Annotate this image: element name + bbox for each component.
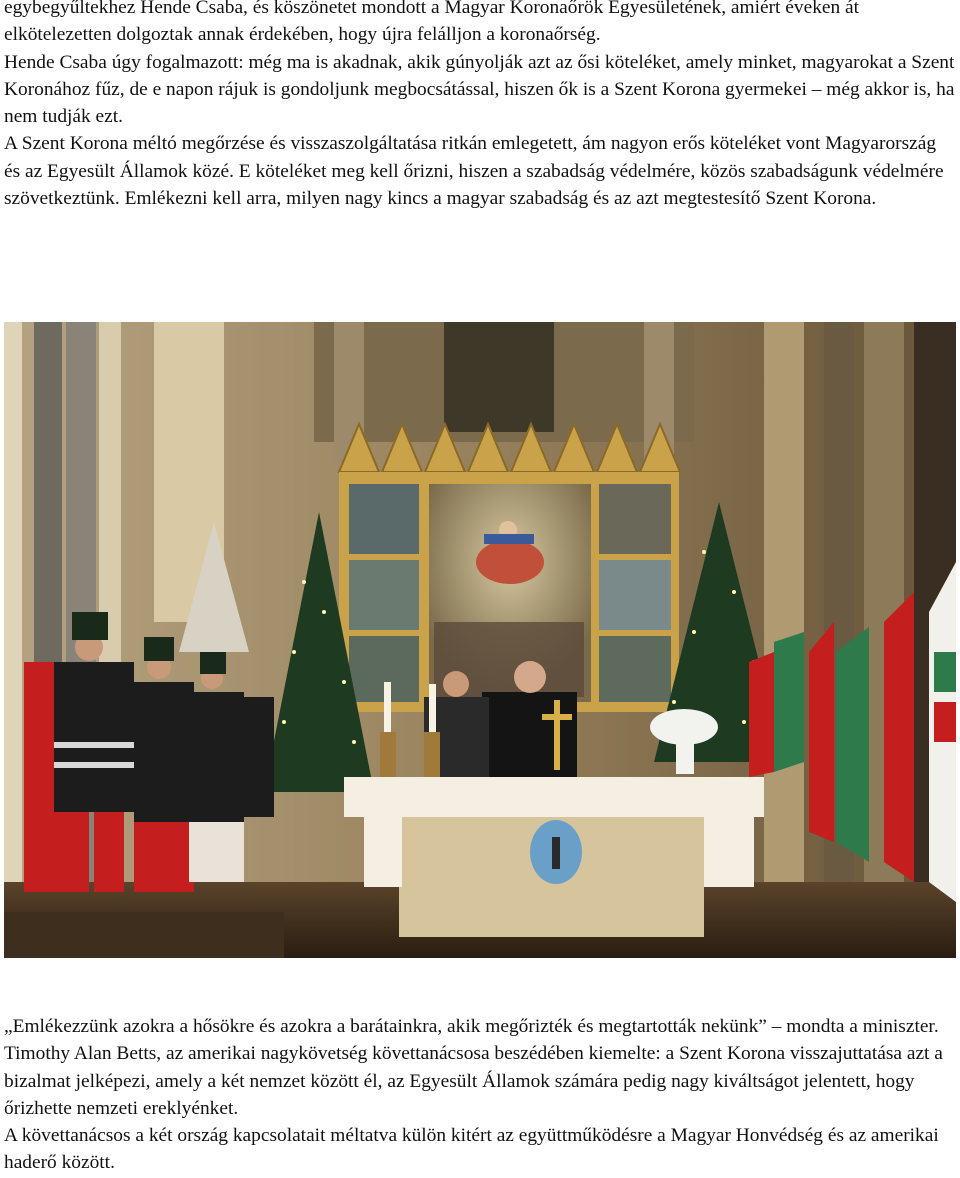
paragraph: A Szent Korona méltó megőrzése és visszaszolgáltatása ritkán emlegetett, ám nagyon erős köteléket vont Magyarország és az Egyesült Államok közé. E köteléket meg kell őrizni, hiszen a szabadság védelmére, közös szabadságunk védelmére szövetkeztünk. Emlékezni kell arra, milyen nagy kincs a magyar szabadság és az azt megtestesítő Szent Korona. bbox=[4, 133, 944, 210]
paragraph: egybegyűltekhez Hende Csaba, és köszönetet mondott a Magyar Koronaőrök Egyesületének, amiért éveken át elkötelezetten dolgoztak annak érdekében, hogy újra felálljon a koronaőrség. bbox=[4, 0, 860, 46]
paragraph: A követtanácsos a két ország kapcsolatait méltatva külön kitért az együttműködésre a Magyar Honvédség és az amerikai haderő között. bbox=[4, 1125, 939, 1174]
article-text-bottom bbox=[4, 1013, 956, 1177]
paragraph: „Emlékezzünk azokra a hősökre és azokra a barátainkra, akik megőrizték és megtartották nekünk” – mondta a miniszter. Timothy Alan Betts, az amerikai nagykövetség követtanácsosa beszédében kiemelte: a Szent Korona visszajuttatása azt a bizalmat jelképezi, amely a két nemzet között él, az Egyesült Államok számára pedig nagy kiváltságot jelentett, hogy őrizhette nemzeti ereklyénket. bbox=[4, 1016, 943, 1119]
ceremony-photo bbox=[4, 322, 956, 958]
paragraph: Hende Csaba úgy fogalmazott: még ma is akadnak, akik gúnyolják azt az ősi köteléket, amely minket, magyarokat a Szent Koronához fűz, de e napon rájuk is gondoljunk megbocsátással, hiszen ők is a Szent Korona gyermekei – még akkor is, ha nem tudják ezt. bbox=[4, 51, 955, 128]
article-text-top bbox=[4, 0, 956, 212]
